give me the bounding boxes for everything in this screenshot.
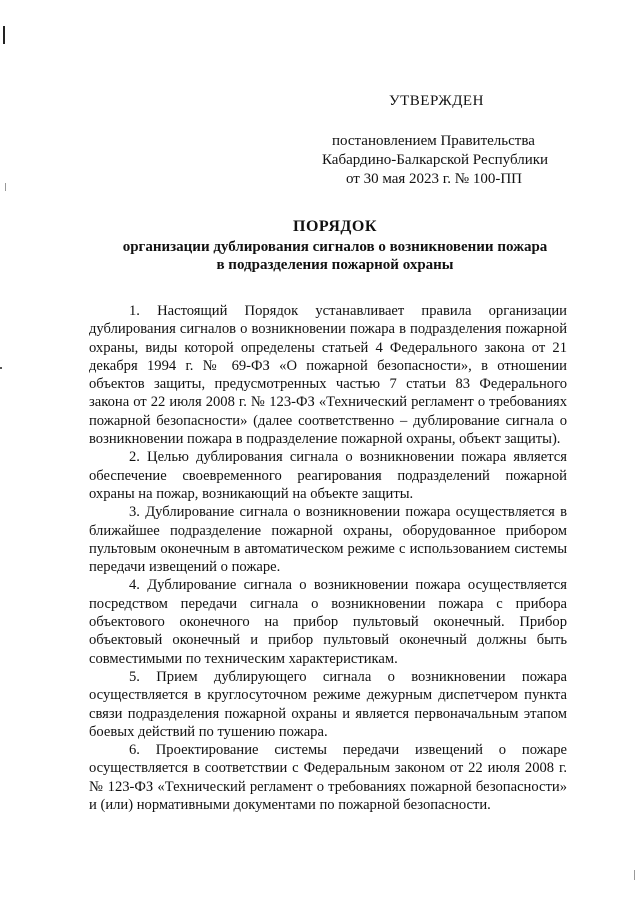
scan-edge-mark	[3, 26, 5, 44]
paragraph-6: 6. Проектирование системы передачи извещений о пожаре осуществляется в соответствии с Федеральным законом от 22 июля 2008 г. № 123-ФЗ «Технический регламент о требованиях пожарной безопасности» и (или) нормативными документами по пожарной безопасности.	[89, 742, 567, 814]
paragraph-5: 5. Прием дублирующего сигнала о возникновении пожара осуществляется в круглосуточном режиме дежурным диспетчером пункта связи подразделения пожарной охраны и является первоначальным этапом боевых действий по тушению пожара.	[89, 668, 567, 740]
paragraph-2: 2. Целью дублирования сигнала о возникновении пожара является обеспечение своевременного реагирования подразделений пожарной охраны на пожар, возникающий на объекте защиты.	[89, 449, 567, 502]
approval-word: УТВЕРЖДЕН	[389, 93, 484, 109]
paragraph-1: 1. Настоящий Порядок устанавливает правила организации дублирования сигналов о возникновении пожара в подразделения пожарной охраны, виды которой определены статьей 4 Федерального закона от 21 декабря 1994 г. № 69-ФЗ «О пожарной безопасности», в отношении объектов защиты, предусмотренных частью 7 статьи 83 Федерального закона от 22 июля 2008 г. № 123-ФЗ «Технический регламент о требованиях пожарной безопасности» (далее соответственно – дублирование сигнала о возникновении пожара в подразделение пожарной охраны, объект защиты).	[89, 303, 567, 448]
paragraph-3: 3. Дублирование сигнала о возникновении пожара осуществляется в ближайшее подразделение пожарной охраны, оборудованное прибором пультовым оконечным в автоматическом режиме с использованием системы передачи извещений о пожаре.	[89, 504, 567, 576]
scan-edge-mark	[5, 183, 6, 191]
approval-line-resolution: постановлением Правительства	[332, 133, 535, 149]
paragraph-4: 4. Дублирование сигнала о возникновении пожара осуществляется посредством передачи сигнала о возникновении пожара с прибора объектового оконечного на прибор пультовый оконечный. Прибор объектовый оконечный и прибор пультовый оконечный должны быть совместимыми по техническим характеристикам.	[89, 577, 567, 667]
approval-line-date-number: от 30 мая 2023 г. № 100-ПП	[346, 171, 522, 187]
document-subtitle-line-2: в подразделения пожарной охраны	[216, 257, 454, 273]
approval-line-republic: Кабардино-Балкарской Республики	[322, 152, 549, 168]
scan-edge-mark	[634, 870, 635, 880]
document-body	[89, 302, 567, 814]
document-title: ПОРЯДОК	[293, 218, 377, 235]
document-subtitle-line-1: организации дублирования сигналов о возникновении пожара	[122, 239, 548, 255]
scan-edge-mark	[0, 367, 2, 369]
document-title-block	[90, 218, 580, 274]
